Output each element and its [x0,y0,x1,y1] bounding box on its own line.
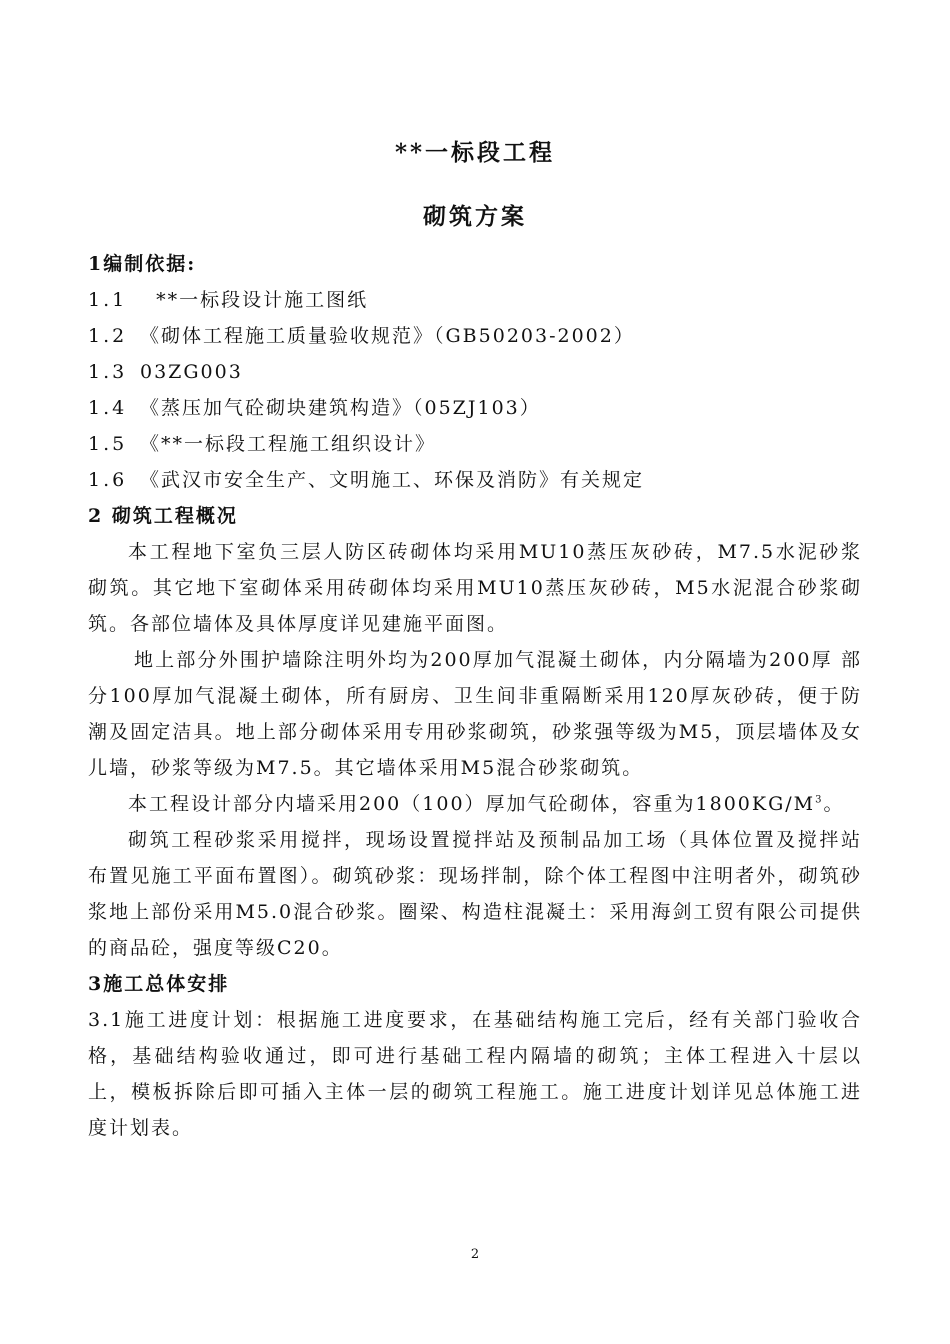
list-item-number: 1.6 [88,469,128,491]
paragraph: 3.1施工进度计划：根据施工进度要求，在基础结构施工完后，经有关部门验收合格，基础结构验收通过，即可进行基础工程内隔墙的砌筑；主体工程进入十层以上，模板拆除后即可插入主体一层的砌筑工程施工。施工进度计划详见总体施工进度计划表。 [88,1009,862,1139]
list-item-text: 《蒸压加气砼砌块建筑构造》（05ZJ103） [140,397,541,419]
paragraph: 本工程地下室负三层人防区砖砌体均采用MU10蒸压灰砂砖，M7.5水泥砂浆砌筑。其它地下室砌体采用砖砌体均采用MU10蒸压灰砂砖，M5水泥混合砂浆砌筑。各部位墙体及具体厚度详见建施平面图。 [88,541,862,635]
document-title: **一标段工程 [394,139,556,166]
list-item-number: 1.1 [88,289,128,311]
list-item-number: 1.3 [88,361,128,383]
paragraph-text: 本工程设计部分内墙采用200（100）厚加气砼砌体，容重为1800KG/M [128,793,816,815]
list-item [88,318,862,354]
paragraph: 地上部分外围护墙除注明外均为200厚加气混凝土砌体，内分隔墙为200厚 部分100厚加气混凝土砌体，所有厨房、卫生间非重隔断采用120厚灰砂砖，便于防潮及固定洁具。地上部分砌体采用专用砂浆砌筑，砂浆强等级为M5，顶层墙体及女儿墙，砂浆等级为M7.5。其它墙体采用M5混合砂浆砌筑。 [88,649,862,779]
list-item-text: 《武汉市安全生产、文明施工、环保及消防》有关规定 [140,469,645,491]
section-heading-2: 2 砌筑工程概况 [88,505,238,527]
paragraph: 砌筑工程砂浆采用搅拌，现场设置搅拌站及预制品加工场（具体位置及搅拌站布置见施工平面布置图）。砌筑砂浆：现场拌制，除个体工程图中注明者外，砌筑砂浆地上部份采用M5.0混合砂浆。圈梁、构造柱混凝土：采用海剑工贸有限公司提供的商品砼，强度等级C20。 [88,829,862,959]
list-item-text: 《**一标段工程施工组织设计》 [140,433,437,455]
list-item-number: 1.4 [88,397,128,419]
list-item [88,354,862,390]
list-item-text: 《砌体工程施工质量验收规范》（GB50203-2002） [140,325,635,347]
list-item [88,282,862,318]
document-subtitle: 砌筑方案 [423,203,527,230]
list-item-text: **一标段设计施工图纸 [140,289,369,311]
list-item-number: 1.2 [88,325,128,347]
list-item [88,390,862,426]
paragraph-text-end: 。 [823,793,845,815]
list-item [88,426,862,462]
document-body [88,246,862,1146]
list-item-number: 1.5 [88,433,128,455]
list-item-text: 03ZG003 [140,361,243,383]
list-item [88,462,862,498]
superscript: 3 [815,794,824,806]
page-number: 2 [470,1247,480,1262]
section-heading-3: 3施工总体安排 [88,973,230,995]
section-heading-1: 1编制依据: [88,253,197,275]
paragraph [88,786,862,822]
